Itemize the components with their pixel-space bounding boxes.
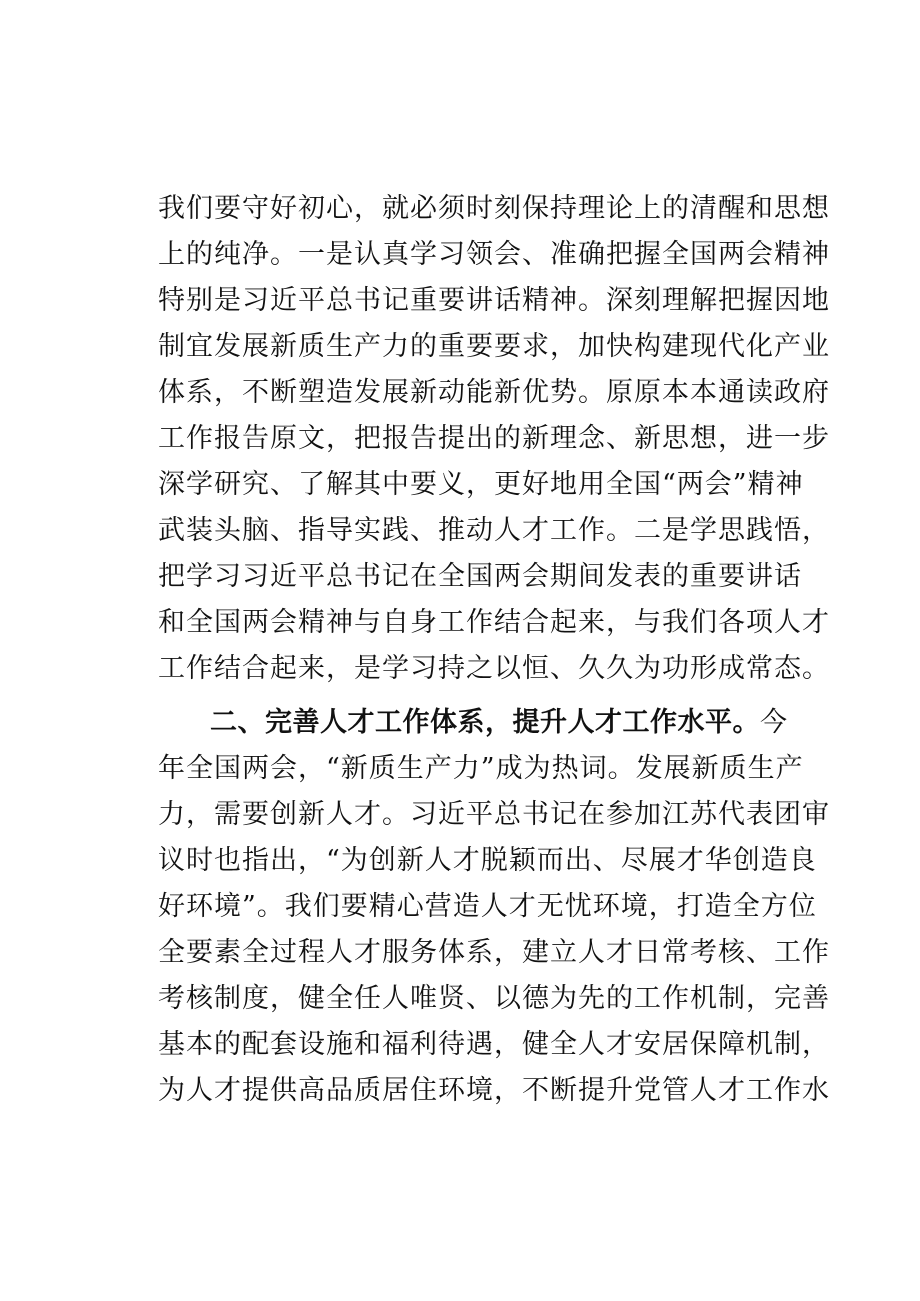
text-line: 我们要守好初心，就必须时刻保持理论上的清醒和思想 (158, 193, 830, 224)
section-heading: 二、完善人才工作体系，提升人才工作水平。 (210, 707, 760, 738)
text-line: 议时也指出，“为创新人才脱颖而出、尽展才华创造良 (158, 845, 817, 876)
text-line: 深学研究、了解其中要义，更好地用全国“两会”精神 (158, 469, 804, 500)
text-line: 体系，不断塑造发展新动能新优势。原原本本通读政府 (158, 377, 830, 408)
text-line: 力，需要创新人才。习近平总书记在参加江苏代表团审 (158, 799, 830, 830)
text-line: 把学习习近平总书记在全国两会期间发表的重要讲话 (158, 561, 802, 592)
text-line: 制宜发展新质生产力的重要要求，加快构建现代化产业 (158, 331, 830, 362)
text-line: 基本的配套设施和福利待遇，健全人才安居保障机制， (158, 1029, 830, 1060)
text-line: 年全国两会，“新质生产力”成为热词。发展新质生产 (158, 753, 804, 784)
text-line: 武装头脑、指导实践、推动人才工作。二是学思践悟， (158, 515, 830, 546)
text-line: 特别是习近平总书记重要讲话精神。深刻理解把握因地 (158, 285, 830, 316)
section-heading-line (158, 700, 788, 746)
text-line: 工作结合起来，是学习持之以恒、久久为功形成常态。 (158, 653, 830, 684)
text-line: 为人才提供高品质居住环境，不断提升党管人才工作水 (158, 1075, 830, 1106)
paragraph-initial-study (158, 186, 830, 692)
text-line: 和全国两会精神与自身工作结合起来，与我们各项人才 (158, 607, 830, 638)
text-line: 工作报告原文，把报告提出的新理念、新思想，进一步 (158, 423, 830, 454)
text-line: 考核制度，健全任人唯贤、以德为先的工作机制，完善 (158, 983, 830, 1014)
paragraph-talent-system (158, 700, 830, 1114)
heading-line-continuation: 今 (760, 707, 788, 738)
text-line: 好环境”。我们要精心营造人才无忧环境，打造全方位 (158, 891, 817, 922)
document-body (158, 186, 830, 1114)
text-line: 全要素全过程人才服务体系，建立人才日常考核、工作 (158, 937, 830, 968)
text-line: 上的纯净。一是认真学习领会、准确把握全国两会精神 (158, 239, 830, 270)
